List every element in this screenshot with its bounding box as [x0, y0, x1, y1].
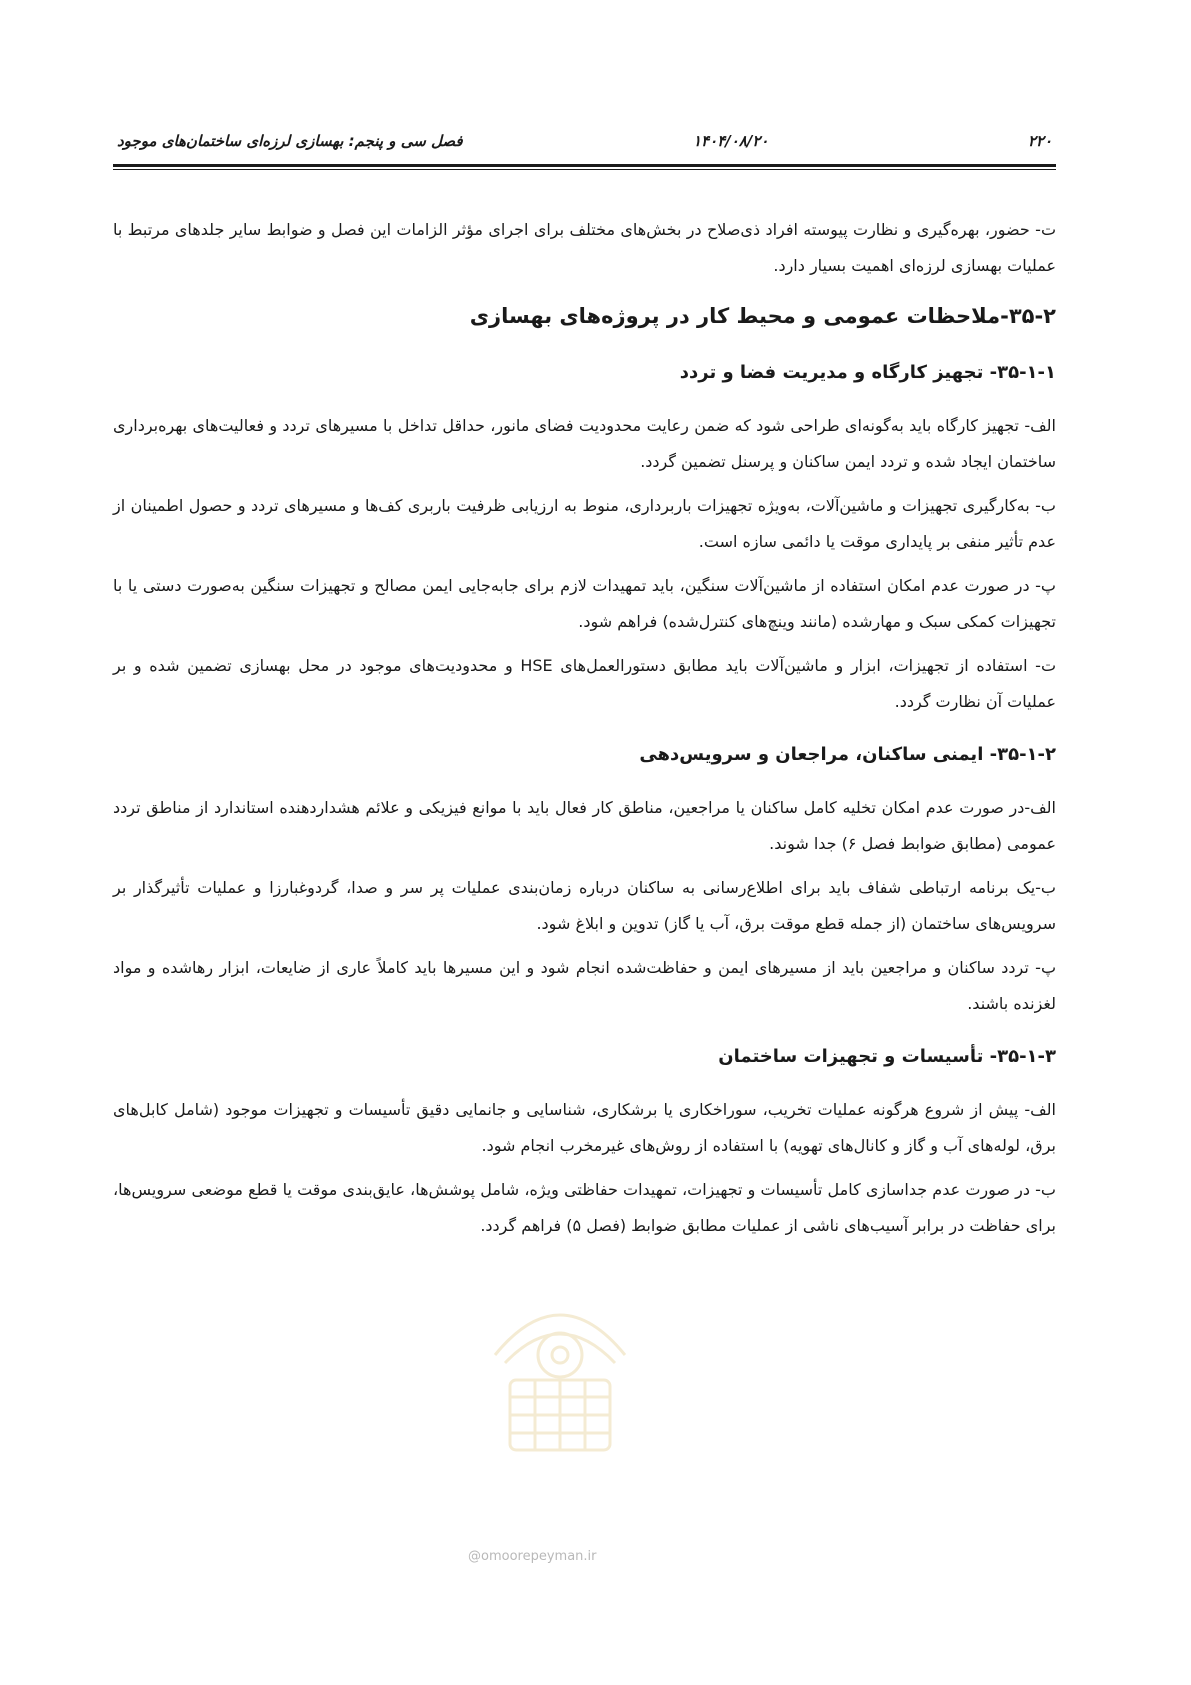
paragraph: الف- پیش از شروع هرگونه عملیات تخریب، سوراخکاری یا برشکاری، شناسایی و جانمایی دقیق تأسیسات و تجهیزات موجود (شامل کابل‌های برق، لوله‌های آب و گاز و کانال‌های تهویه) با استفاده از روش‌های غیرمخرب انجام شود. — [113, 1100, 1056, 1155]
header-rule-thick — [113, 164, 1056, 167]
subsection-heading-2: ۳۵-۱-۲- ایمنی ساکنان، مراجعان و سرویس‌دهی — [639, 744, 1056, 765]
page-content — [113, 212, 1056, 1252]
intro-paragraph: ت- حضور، بهره‌گیری و نظارت پیوسته افراد ذی‌صلاح در بخش‌های مختلف برای اجرای مؤثر الزامات این فصل و ضوابط سایر جلدهای مرتبط با عملیات بهسازی لرزه‌ای اهمیت بسیار دارد. — [113, 220, 1056, 275]
paragraph: الف- تجهیز کارگاه باید به‌گونه‌ای طراحی شود که ضمن رعایت محدودیت فضای مانور، حداقل تداخل با مسیرهای تردد و فعالیت‌های بهره‌برداری ساختمان ایجاد شده و تردد ایمن ساکنان و پرسنل تضمین گردد. — [113, 416, 1056, 471]
page-number: ۲۲۰ — [1027, 132, 1052, 150]
watermark-text: @omoorepeyman.ir — [468, 1549, 597, 1564]
chapter-title: فصل سی و پنجم: بهسازی لرزه‌ای ساختمان‌های موجود — [117, 132, 463, 150]
page-header — [113, 128, 1056, 154]
paragraph: ب- در صورت عدم جداسازی کامل تأسیسات و تجهیزات، تمهیدات حفاظتی ویژه، شامل پوشش‌ها، عایق‌بندی موقت یا قطع موضعی سرویس‌ها، برای حفاظت در برابر آسیب‌های ناشی از عملیات مطابق ضوابط (فصل ۵) فراهم گردد. — [113, 1180, 1056, 1235]
watermark-seal-icon — [475, 1285, 645, 1470]
paragraph: الف-در صورت عدم امکان تخلیه کامل ساکنان یا مراجعین، مناطق کار فعال باید با موانع فیزیکی و علائم هشداردهنده استاندارد از مناطق تردد عمومی (مطابق ضوابط فصل ۶) جدا شوند. — [113, 798, 1056, 853]
subsection-heading-3: ۳۵-۱-۳- تأسیسات و تجهیزات ساختمان — [718, 1046, 1056, 1067]
section-heading: ۳۵-۲-ملاحظات عمومی و محیط کار در پروژه‌های بهسازی — [469, 304, 1056, 328]
header-date: ۱۴۰۴/۰۸/۲۰ — [693, 132, 769, 150]
paragraph: پ- تردد ساکنان و مراجعین باید از مسیرهای ایمن و حفاظت‌شده انجام شود و این مسیرها باید کاملاً عاری از ضایعات، ابزار رهاشده و مواد لغزنده باشند. — [113, 958, 1056, 1013]
paragraph: ب- به‌کارگیری تجهیزات و ماشین‌آلات، به‌ویژه تجهیزات باربرداری، منوط به ارزیابی ظرفیت باربری کف‌ها و مسیرهای تردد و حصول اطمینان از عدم تأثیر منفی بر پایداری موقت یا دائمی سازه است. — [113, 496, 1056, 551]
paragraph: ب-یک برنامه ارتباطی شفاف باید برای اطلاع‌رسانی به ساکنان درباره زمان‌بندی عملیات پر سر و صدا، گردوغبارزا و عملیات تأثیرگذار بر سرویس‌های ساختمان (از جمله قطع موقت برق، آب یا گاز) تدوین و ابلاغ شود. — [113, 878, 1056, 933]
header-rule-thin — [113, 169, 1056, 170]
paragraph: ت- استفاده از تجهیزات، ابزار و ماشین‌آلات باید مطابق دستورالعمل‌های HSE و محدودیت‌های موجود در محل بهسازی تضمین شده و بر عملیات آن نظارت گردد. — [113, 656, 1057, 711]
paragraph: پ- در صورت عدم امکان استفاده از ماشین‌آلات سنگین، باید تمهیدات لازم برای جابه‌جایی ایمن مصالح و تجهیزات سنگین به‌صورت دستی یا با تجهیزات کمکی سبک و مهارشده (مانند وینچ‌های کنترل‌شده) فراهم شود. — [113, 576, 1056, 631]
subsection-heading-1: ۳۵-۱-۱- تجهیز کارگاه و مدیریت فضا و تردد — [679, 362, 1056, 383]
